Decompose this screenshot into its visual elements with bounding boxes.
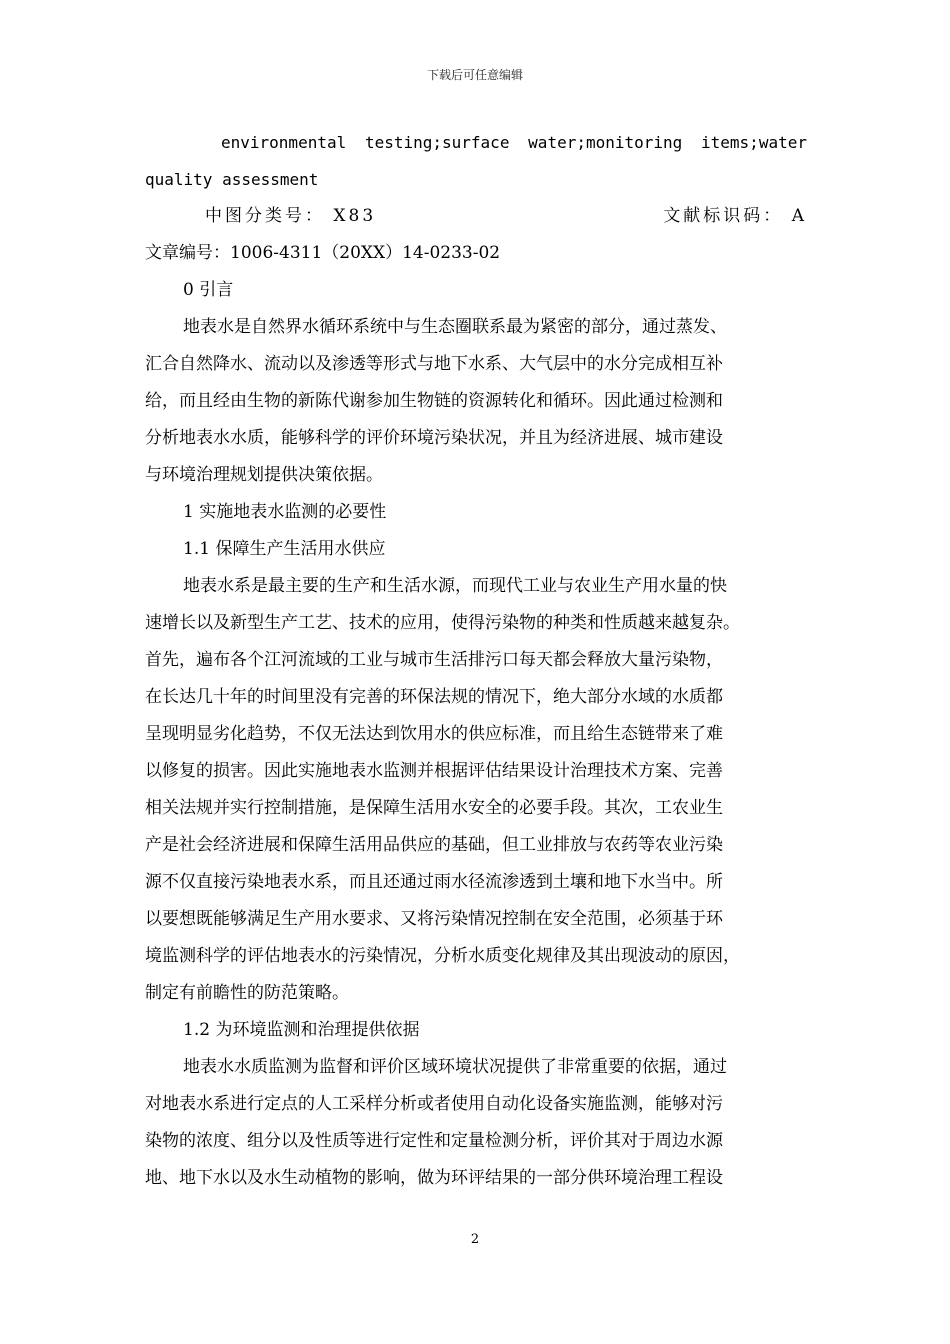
page-header: 下载后可任意编辑	[426, 68, 523, 82]
paragraph-line: 地表水水质监测为监督和评价区域环境状况提供了非常重要的依据，通过	[183, 1057, 727, 1077]
paragraph-line: 汇合自然降水、流动以及渗透等形式与地下水系、大气层中的水分完成相互补	[145, 354, 723, 374]
document-body	[145, 124, 807, 1197]
paragraph-line: 在长达几十年的时间里没有完善的环保法规的情况下，绝大部分水域的水质都	[145, 687, 723, 707]
section-1-2-heading: 1.2 为环境监测和治理提供依据	[183, 1020, 420, 1040]
keywords-en-line1	[145, 124, 807, 161]
section-1-heading: 1 实施地表水监测的必要性	[183, 502, 387, 522]
paragraph-line: 分析地表水水质，能够科学的评价环境污染状况，并且为经济进展、城市建设	[145, 428, 723, 448]
article-number: 文章编号：1006-4311（20XX）14-0233-02	[145, 243, 501, 263]
intro-heading: 0 引言	[183, 280, 234, 300]
paragraph-line: 染物的浓度、组分以及性质等进行定性和定量检测分析，评价其对于周边水源	[145, 1131, 723, 1151]
paragraph-line: 速增长以及新型生产工艺、技术的应用，使得污染物的种类和性质越来越复杂。	[145, 613, 740, 633]
paragraph-line: 地表水系是最主要的生产和生活水源，而现代工业与农业生产用水量的快	[183, 576, 727, 596]
paragraph-line: 呈现明显劣化趋势，不仅无法达到饮用水的供应标准，而且给生态链带来了难	[145, 724, 723, 744]
keyword-word: water;monitoring	[528, 133, 683, 152]
clc-number: 中图分类号： X83	[205, 206, 377, 226]
paragraph-line: 制定有前瞻性的防范策略。	[145, 983, 349, 1003]
paragraph-line: 给，而且经由生物的新陈代谢参加生物链的资源转化和循环。因此通过检测和	[145, 391, 723, 411]
document-code: 文献标识码： A	[663, 206, 807, 226]
paragraph-line: 源不仅直接污染地表水系，而且还通过雨水径流渗透到土壤和地下水当中。所	[145, 872, 723, 892]
paragraph-line: 境监测科学的评估地表水的污染情况，分析水质变化规律及其出现波动的原因，	[145, 946, 740, 966]
page-number: 2	[470, 1232, 480, 1247]
paragraph-line: 地表水是自然界水循环系统中与生态圈联系最为紧密的部分，通过蒸发、	[183, 317, 727, 337]
classification-row	[145, 198, 807, 235]
keyword-word: testing;surface	[364, 133, 510, 152]
paragraph-line: 首先，遍布各个江河流域的工业与城市生活排污口每天都会释放大量污染物，	[145, 650, 723, 670]
paragraph-line: 以要想既能够满足生产用水要求、又将污染情况控制在安全范围，必须基于环	[145, 909, 723, 929]
keyword-word: items;water	[701, 133, 807, 152]
paragraph-line: 以修复的损害。因此实施地表水监测并根据评估结果设计治理技术方案、完善	[145, 761, 723, 781]
paragraph-line: 对地表水系进行定点的人工采样分析或者使用自动化设备实施监测，能够对污	[145, 1094, 723, 1114]
keyword-word: environmental	[221, 133, 347, 152]
section-1-1-heading: 1.1 保障生产生活用水供应	[183, 539, 386, 559]
keywords-en-line2: quality assessment	[145, 170, 319, 189]
paragraph-line: 与环境治理规划提供决策依据。	[145, 465, 383, 485]
paragraph-line: 地、地下水以及水生动植物的影响，做为环评结果的一部分供环境治理工程设	[145, 1168, 723, 1188]
paragraph-line: 相关法规并实行控制措施，是保障生活用水安全的必要手段。其次，工农业生	[145, 798, 723, 818]
paragraph-line: 产是社会经济进展和保障生活用品供应的基础，但工业排放与农药等农业污染	[145, 835, 723, 855]
